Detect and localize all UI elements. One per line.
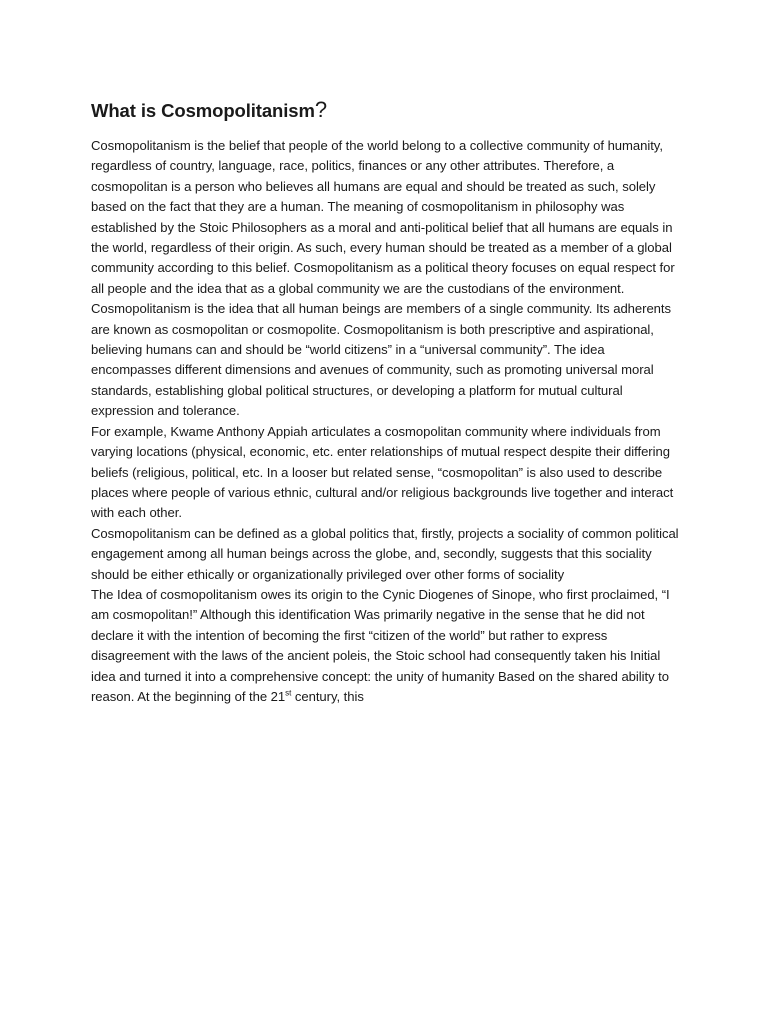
ordinal-superscript: st (285, 688, 292, 698)
document-title (91, 96, 681, 125)
paragraph-3: For example, Kwame Anthony Appiah articulates a cosmopolitan community where individuals from varying locations (physical, economic, etc. enter relationships of mutual respect despite their differing beliefs (religious, political, etc. In a looser but related sense, “cosmopolitan” is also used to describe places where people of various ethnic, cultural and/or religious backgrounds live together and interact with each other. (91, 423, 674, 521)
document-body (91, 96, 681, 707)
title-question-mark: ? (314, 97, 327, 122)
paragraph-5 (91, 585, 681, 707)
paragraph-1: Cosmopolitanism is the belief that people of the world belong to a collective community of humanity, regardless of country, language, race, politics, finances or any other attributes. Therefore, a cosmopolitan is a person who believes all humans are equal and should be treated as such, solely based on the fact that they are a human. The meaning of cosmopolitanism in philosophy was established by the Stoic Philosophers as a moral and anti-political belief that all humans are equals in the world, regardless of their origin. As such, every human should be treated as a member of a global community according to this belief. Cosmopolitanism as a political theory focuses on equal respect for all people and the idea that as a global community we are the custodians of the environment. (91, 138, 675, 296)
title-text: What is Cosmopolitanism (91, 100, 315, 121)
paragraph-5-text: The Idea of cosmopolitanism owes its origin to the Cynic Diogenes of Sinope, who first proclaimed, “I am cosmopolitan!” Although this identification Was primarily negative in the sense that he did not declare it with the intention of becoming the first “citizen of the world” but rather to express disagreement with the laws of the ancient poleis, the Stoic school had consequently taken his Initial idea and turned it into a comprehensive concept: the unity of humanity Based on the shared ability to reason. At the beginning of the 21 (91, 586, 670, 704)
paragraph-2: Cosmopolitanism is the idea that all human beings are members of a single community. Its adherents are known as cosmopolitan or cosmopolite. Cosmopolitanism is both prescriptive and aspirational, believing humans can and should be “world citizens” in a “universal community”. The idea encompasses different dimensions and avenues of community, such as promoting universal moral standards, establishing global political structures, or developing a platform for mutual cultural expression and tolerance. (91, 301, 671, 419)
paragraph-4: Cosmopolitanism can be defined as a global politics that, firstly, projects a sociality of common political engagement among all human beings across the globe, and, secondly, suggests that this sociality should be either ethically or organizationally privileged over other forms of sociality (91, 525, 679, 582)
paragraph-5-continuation: century, this (291, 688, 364, 704)
